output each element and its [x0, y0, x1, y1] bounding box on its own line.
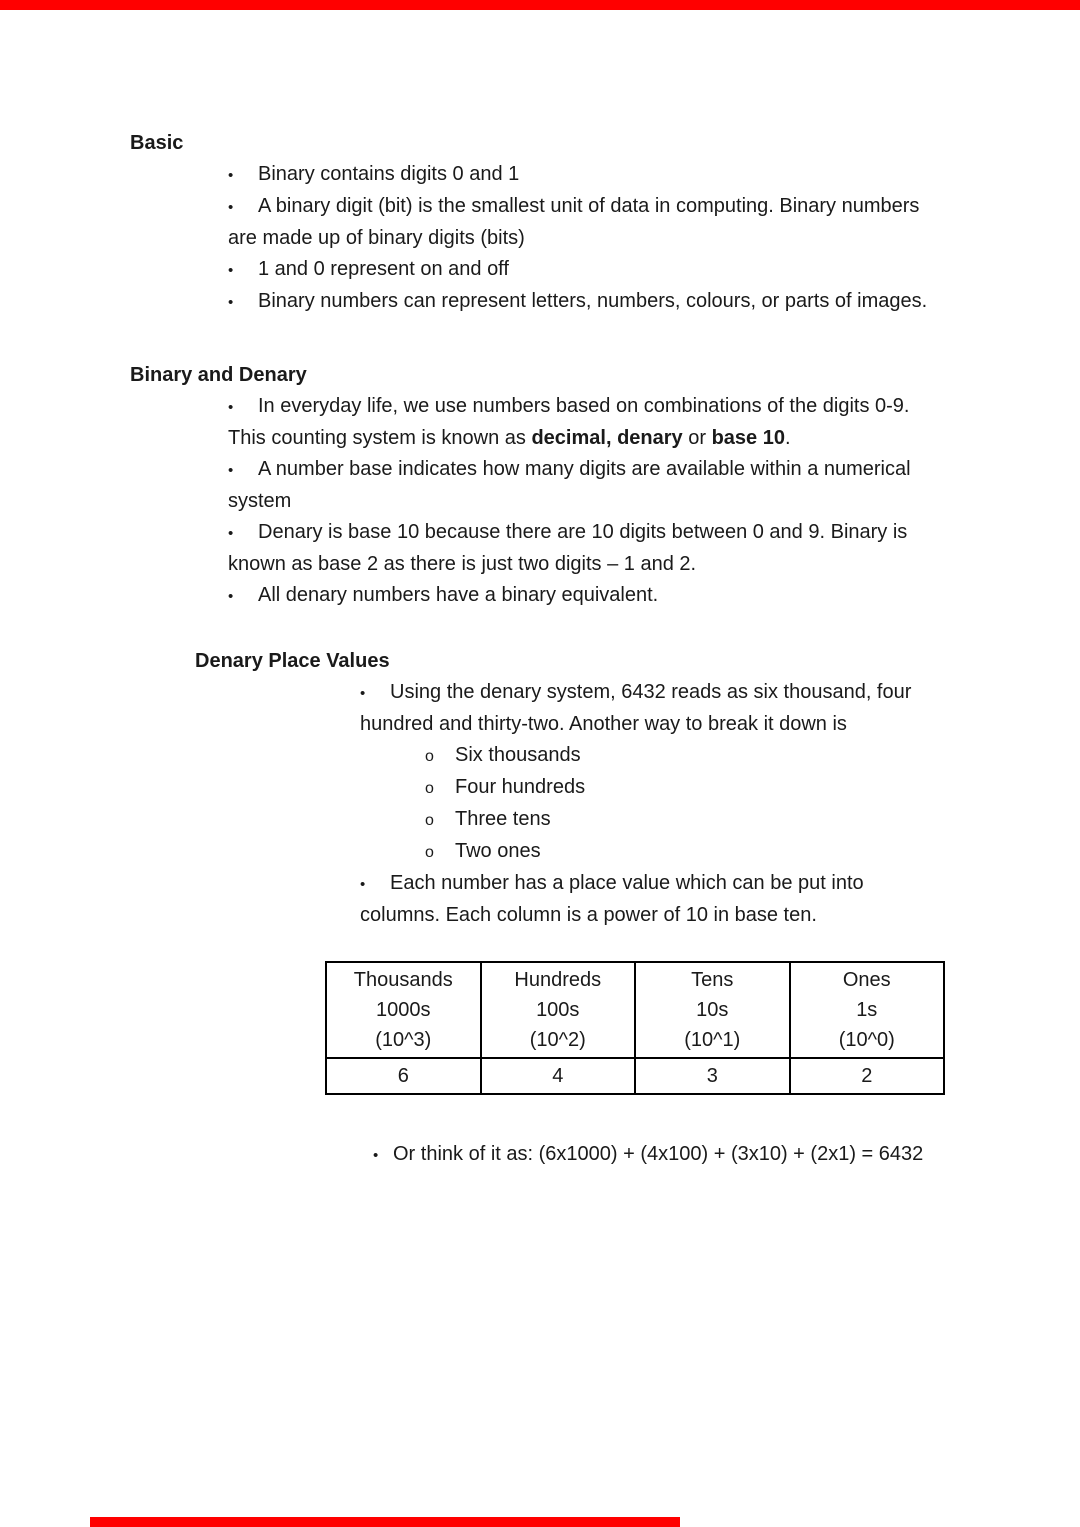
document-content — [130, 128, 950, 1171]
bullet-text: Binary contains digits 0 and 1 — [258, 163, 520, 185]
column-power: (10^2) — [529, 1029, 586, 1051]
bullet-text-part: In everyday life, we use numbers based on combinations of the digits 0-9. This counting system is known as — [228, 395, 910, 449]
table-value-cell: 6 — [326, 1058, 481, 1094]
table-value-cell: 3 — [635, 1058, 790, 1094]
table-value-row — [326, 1058, 944, 1094]
sub-bullet-marker: o — [425, 780, 434, 797]
sub-bullet-marker: o — [425, 812, 434, 829]
closing-bullet-list — [373, 1139, 959, 1171]
bullet-marker: • — [360, 685, 366, 702]
bullet-text: 1 and 0 represent on and off — [258, 258, 509, 280]
bullet-marker: • — [228, 294, 234, 311]
table-header-cell-ones — [790, 962, 945, 1058]
bullet-item — [373, 1139, 959, 1171]
sub-bullet-item — [425, 772, 945, 804]
column-power: (10^0) — [838, 1029, 895, 1051]
bullet-item — [360, 677, 946, 740]
top-red-bar — [0, 0, 1080, 10]
sub-bullet-text: Four hundreds — [455, 776, 586, 798]
column-name: Ones — [842, 969, 891, 991]
sub-bullet-text: Six thousands — [455, 744, 581, 766]
table-header-row — [326, 962, 944, 1058]
bullet-marker: • — [228, 167, 234, 184]
binary-denary-bullet-list — [228, 391, 944, 612]
table-value-cell: 2 — [790, 1058, 945, 1094]
column-value-label: 10s — [696, 999, 729, 1021]
bullet-item — [228, 580, 944, 612]
basic-bullet-list — [228, 159, 944, 318]
heading-basic: Basic — [130, 132, 184, 154]
bullet-text: A binary digit (bit) is the smallest unit of data in computing. Binary numbers are made up of binary digits (bits) — [228, 195, 920, 249]
table-value-cell: 4 — [481, 1058, 636, 1094]
bullet-text: Denary is base 10 because there are 10 digits between 0 and 9. Binary is known as base 2 as there is just two digits – 1 and 2. — [228, 521, 908, 575]
bullet-text: Each number has a place value which can be put into columns. Each column is a power of 10 in base ten. — [360, 872, 864, 926]
bottom-red-bar — [90, 1517, 680, 1527]
table-header-cell-tens — [635, 962, 790, 1058]
bullet-item — [228, 391, 944, 454]
column-name: Thousands — [353, 969, 453, 991]
bullet-item — [228, 286, 944, 318]
bullet-text: Binary numbers can represent letters, numbers, colours, or parts of images. — [258, 290, 928, 312]
column-name: Tens — [691, 969, 734, 991]
bullet-item — [228, 454, 944, 517]
bold-text: decimal, denary — [531, 427, 683, 449]
bullet-item — [228, 517, 944, 580]
sub-bullet-text: Three tens — [455, 808, 551, 830]
bullet-marker: • — [228, 262, 234, 279]
sub-bullet-text: Two ones — [455, 840, 541, 862]
denary-place-values-bullet-list — [360, 677, 946, 740]
table-header-cell-thousands — [326, 962, 481, 1058]
bullet-marker: • — [228, 525, 234, 542]
bullet-text: Or think of it as: (6x1000) + (4x100) + (3x10) + (2x1) = 6432 — [393, 1143, 924, 1165]
sub-bullet-item — [425, 836, 945, 868]
table-header-cell-hundreds — [481, 962, 636, 1058]
column-value-label: 100s — [536, 999, 580, 1021]
sub-bullet-item — [425, 740, 945, 772]
column-value-label: 1s — [856, 999, 878, 1021]
bullet-text-part: . — [784, 427, 791, 449]
bullet-item — [360, 868, 946, 931]
bullet-marker: • — [360, 876, 366, 893]
column-power: (10^1) — [684, 1029, 741, 1051]
bullet-text: All denary numbers have a binary equivalent. — [258, 584, 659, 606]
bullet-marker: • — [228, 399, 234, 416]
bullet-item — [228, 159, 944, 191]
column-value-label: 1000s — [376, 999, 431, 1021]
bullet-text: Using the denary system, 6432 reads as six thousand, four hundred and thirty-two. Another way to break it down is — [360, 681, 912, 735]
bullet-marker: • — [373, 1147, 379, 1164]
column-name: Hundreds — [514, 969, 602, 991]
denary-place-values-bullet-list-2 — [360, 868, 946, 931]
column-power: (10^3) — [375, 1029, 432, 1051]
bullet-text-part: or — [682, 427, 712, 449]
bullet-marker: • — [228, 199, 234, 216]
bullet-marker: • — [228, 462, 234, 479]
sub-bullet-marker: o — [425, 748, 434, 765]
denary-sub-bullet-list — [425, 740, 945, 868]
heading-denary-place-values: Denary Place Values — [195, 650, 390, 672]
bullet-text — [228, 395, 909, 449]
bold-text: base 10 — [711, 427, 785, 449]
sub-bullet-item — [425, 804, 945, 836]
bullet-text: A number base indicates how many digits are available within a numerical system — [228, 458, 911, 512]
bullet-item — [228, 191, 944, 254]
place-value-table — [325, 961, 945, 1095]
bullet-item — [228, 254, 944, 286]
bullet-marker: • — [228, 588, 234, 605]
heading-binary-and-denary: Binary and Denary — [130, 364, 307, 386]
sub-bullet-marker: o — [425, 844, 434, 861]
